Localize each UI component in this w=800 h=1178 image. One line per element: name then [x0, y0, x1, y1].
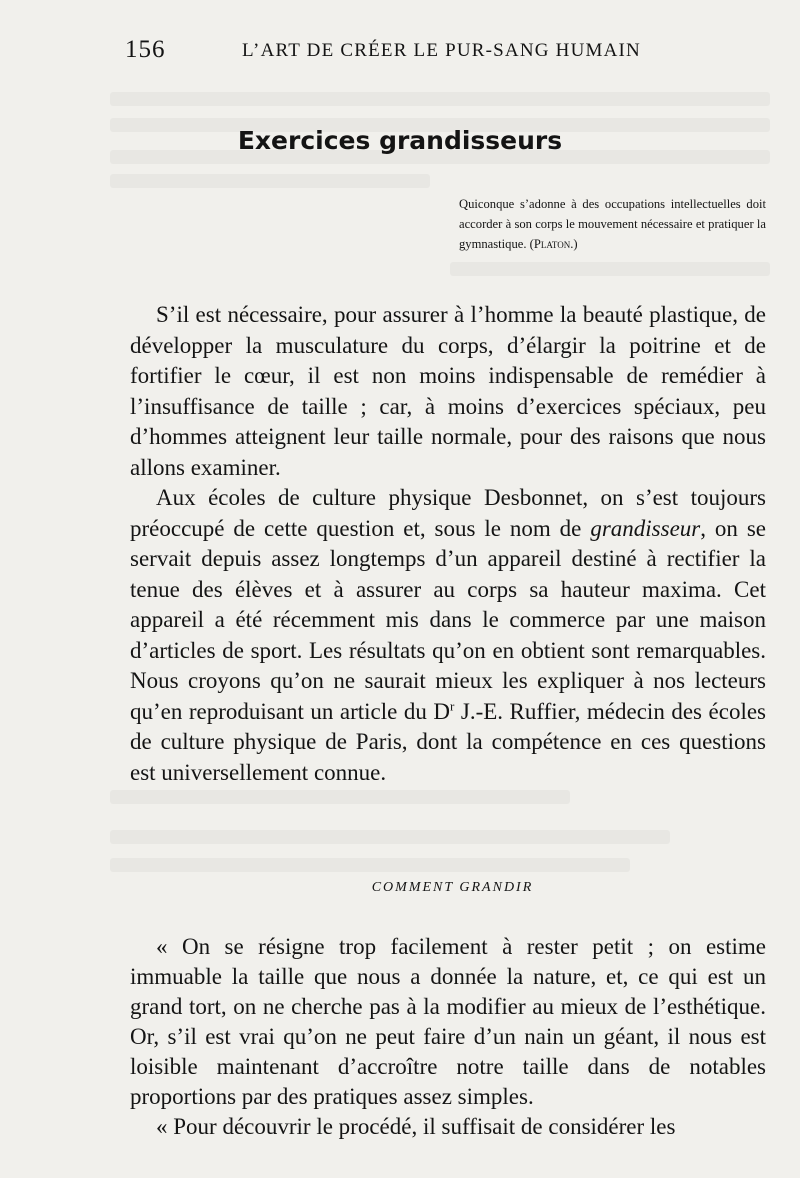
bleed-through-line	[110, 92, 770, 106]
epigraph-text: Quiconque s’adonne à des occupations intellectuelles doit accorder à son corps le mouvement nécessaire et pratiquer la gymnastique.	[459, 197, 766, 251]
quoted-article	[130, 932, 766, 1142]
bleed-through-line	[110, 858, 630, 872]
body-paragraph: S’il est nécessaire, pour assurer à l’homme la beauté plastique, de développer la musculature du corps, d’élargir la poitrine et de fortifier le cœur, il est non moins indispensable de remédier à l’insuffisance de taille ; car, à moins d’exercices spéciaux, peu d’hommes atteignent leur taille normale, pour des raisons que nous allons examiner.	[130, 302, 766, 480]
epigraph	[459, 194, 766, 254]
bleed-through-line	[110, 790, 570, 804]
bleed-through-line	[450, 262, 770, 276]
page-header	[125, 36, 655, 68]
superscript: r	[450, 697, 455, 713]
page-number: 156	[125, 36, 166, 63]
subheading: COMMENT GRANDIR	[371, 880, 534, 895]
bleed-through-line	[110, 830, 670, 844]
body-paragraph	[130, 483, 766, 788]
epigraph-author: (Platon.)	[529, 237, 578, 251]
quote-paragraph: « On se résigne trop facilement à rester petit ; on estime immuable la taille que nous a donnée la nature, et, ce qui est un grand tort, on ne cherche pas à la modifier au mieux de l’esthétique. Or, s’il est vrai qu’on ne peut faire d’un nain un géant, il nous est loisible maintenant d’accroître notre taille dans de notables proportions par des pratiques assez simples.	[130, 934, 766, 1109]
italic-term: grandisseur	[590, 515, 701, 541]
quote-paragraph: « Pour découvrir le procédé, il suffisait de considérer les	[156, 1114, 676, 1139]
paragraph-text: Aux écoles de culture physique Desbonnet, on s’est toujours préoccupé de cette question et, sous le nom de	[130, 485, 766, 541]
body-text	[130, 300, 766, 788]
running-title: L’ART DE CRÉER LE PUR-SANG HUMAIN	[242, 40, 641, 61]
bleed-through-line	[110, 174, 430, 188]
paragraph-text: , on se servait depuis assez longtemps d’un appareil destiné à rectifier la tenue des élèves et à assurer au corps sa hauteur maxima. Cet appareil a été récemment mis dans le commerce par une maison d’articles de sport. Les résultats qu’on en obtient sont remarquables. Nous croyons qu’on ne saurait mieux les expliquer à nos lecteurs qu’en reproduisant un article du D	[130, 515, 766, 724]
paragraph-text: J.-E. Ruffier, médecin des écoles de culture physique de Paris, dont la compétence en ces questions est universellement connue.	[130, 698, 766, 785]
section-title: Exercices grandisseurs	[237, 126, 563, 155]
